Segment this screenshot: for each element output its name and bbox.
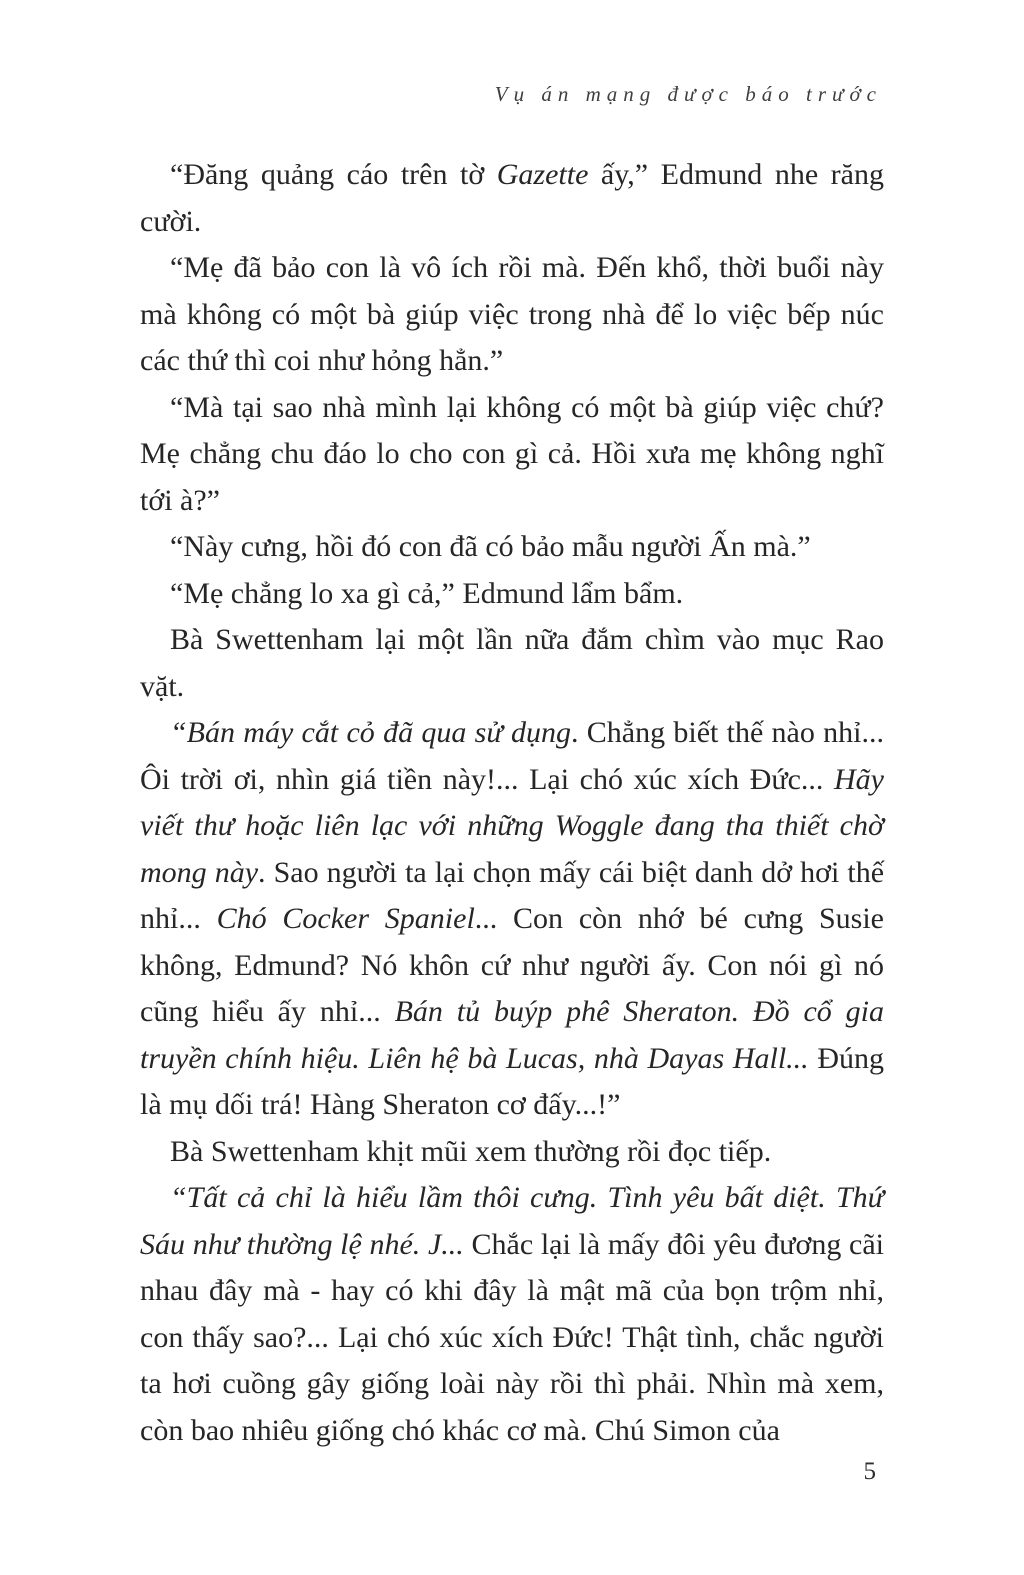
paragraph xyxy=(140,524,884,571)
italic-run: Chó Cocker Spaniel xyxy=(216,902,475,935)
paragraph xyxy=(140,1129,884,1176)
running-header xyxy=(140,82,882,107)
paragraph xyxy=(140,617,884,710)
text-run: “Mà tại sao nhà mình lại không có một bà giúp việc chứ? Mẹ chẳng chu đáo lo cho con gì cả. Hồi xưa mẹ không nghĩ tới à?” xyxy=(140,390,884,517)
italic-run: Bán tủ buýp phê Sheraton. Đồ cổ gia truyền chính hiệu. Liên hệ bà Lucas, nhà Dayas Hall... xyxy=(140,995,884,1075)
text-run: . Chẳng biết thế nào nhỉ... Ôi trời ơi, nhìn giá tiền này!... Lại chó xúc xích Đức... xyxy=(140,716,884,796)
italic-run: “Bán máy cắt cỏ đã qua sử dụng xyxy=(170,716,571,749)
body-text xyxy=(140,152,884,1454)
page-number: 5 xyxy=(863,1458,876,1485)
text-run: Bà Swettenham khịt mũi xem thường rồi đọc tiếp. xyxy=(170,1134,772,1168)
text-run: Bà Swettenham lại một lần nữa đắm chìm vào mục Rao vặt. xyxy=(140,623,884,703)
paragraph xyxy=(140,385,884,525)
text-run: . Sao người ta lại chọn mấy cái biệt danh dở hơi thế nhỉ... xyxy=(140,855,885,935)
italic-run: “Tất cả chỉ là hiểu lầm thôi cưng. Tình yêu bất diệt. Thứ Sáu như thường lệ nhé. J... xyxy=(140,1181,884,1261)
text-run: Đúng là mụ dối trá! Hàng Sheraton cơ đấy...!” xyxy=(140,1041,884,1121)
text-run: Chắc lại là mấy đôi yêu đương cãi nhau đây mà - hay có khi đây là mật mã của bọn trộm nhỉ, con thấy sao?... Lại chó xúc xích Đức! Thật tình, chắc người ta hơi cuồng gây giống loài này rồi thì phải. Nhìn mà xem, còn bao nhiêu giống chó khác cơ mà. Chú Simon của xyxy=(140,1227,884,1447)
paragraph xyxy=(140,710,884,1129)
paragraph xyxy=(140,152,884,245)
paragraph xyxy=(140,245,884,385)
paragraph xyxy=(140,571,884,618)
text-run: “Đăng quảng cáo trên tờ xyxy=(170,158,497,191)
text-run: ấy,” Edmund nhe răng cười. xyxy=(140,158,884,238)
running-header-title: Vụ án mạng được báo trước xyxy=(494,82,882,106)
text-run: “Mẹ đã bảo con là vô ích rồi mà. Đến khổ, thời buổi này mà không có một bà giúp việc trong nhà để lo việc bếp núc các thứ thì coi như hỏng hẳn.” xyxy=(140,251,884,377)
text-run: “Này cưng, hồi đó con đã có bảo mẫu người Ấn mà.” xyxy=(170,530,811,563)
italic-run: Gazette xyxy=(496,158,589,191)
paragraph xyxy=(140,1175,884,1454)
italic-run: Hãy viết thư hoặc liên lạc với những Woggle đang tha thiết chờ mong này xyxy=(140,762,884,889)
text-run: “Mẹ chẳng lo xa gì cả,” Edmund lẩm bẩm. xyxy=(170,576,684,610)
text-run: ... Con còn nhớ bé cưng Susie không, Edmund? Nó khôn cứ như người ấy. Con nói gì nó cũng hiểu ấy nhỉ... xyxy=(140,902,884,1028)
